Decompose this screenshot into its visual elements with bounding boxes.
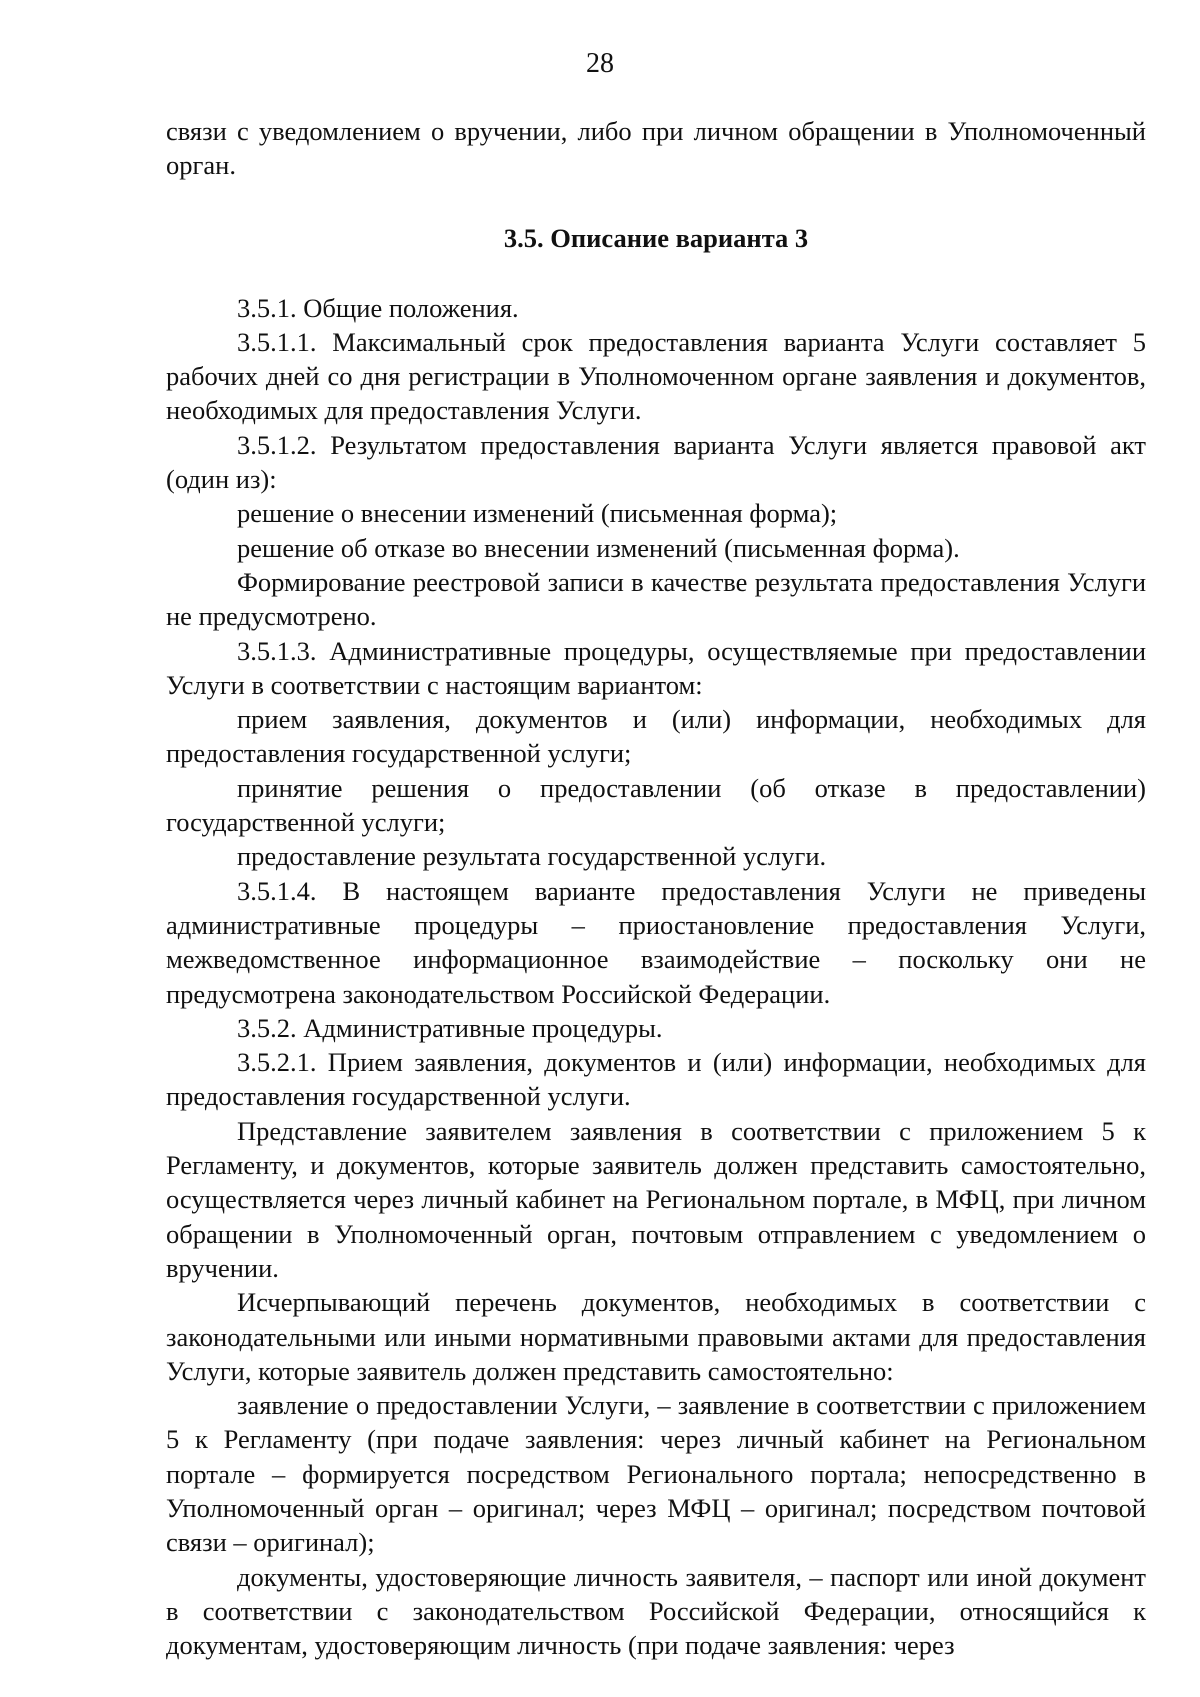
paragraph: 3.5.1. Общие положения. <box>237 292 519 323</box>
continuation-paragraph: связи с уведомлением о вручении, либо при личном обращении в Уполномоченный орган. <box>166 116 1146 181</box>
paragraph: Представление заявителем заявления в соответствии с приложением 5 к Регламенту, и документов, которые заявитель должен представить самостоятельно, осуществляется через личный кабинет на Региональном портале, в МФЦ, при личном обращении в Уполномоченный орган, почтовым отправлением с уведомлением о вручении. <box>166 1115 1146 1283</box>
list-item: решение об отказе во внесении изменений (письменная форма). <box>237 532 960 563</box>
paragraph: 3.5.2. Административные процедуры. <box>237 1012 663 1043</box>
paragraph: 3.5.1.1. Максимальный срок предоставления варианта Услуги составляет 5 рабочих дней со дня регистрации в Уполномоченном органе заявления и документов, необходимых для предоставления Услуги. <box>166 326 1146 426</box>
list-item: прием заявления, документов и (или) информации, необходимых для предоставления государственной услуги; <box>166 704 1146 769</box>
document-body <box>166 114 1146 1662</box>
list-item: документы, удостоверяющие личность заявителя, – паспорт или иной документ в соответствии с законодательством Российской Федерации, относящийся к документам, удостоверяющим личность (при подаче заявления: через <box>166 1561 1146 1661</box>
list-item: заявление о предоставлении Услуги, – заявление в соответствии с приложением 5 к Регламенту (при подаче заявления: через личный кабинет на Региональном портале – формируется посредством Регионального портала; непосредственно в Уполномоченный орган – оригинал; через МФЦ – оригинал; посредством почтовой связи – оригинал); <box>166 1390 1146 1558</box>
paragraph: 3.5.1.2. Результатом предоставления варианта Услуги является правовой акт (один из): <box>166 429 1146 495</box>
page-number: 28 <box>586 48 614 79</box>
list-item: предоставление результата государственной услуги. <box>237 841 827 872</box>
paragraph: Формирование реестровой записи в качестве результата предоставления Услуги не предусмотрено. <box>166 566 1146 632</box>
paragraph: Исчерпывающий перечень документов, необходимых в соответствии с законодательными или иными нормативными правовыми актами для предоставления Услуги, которые заявитель должен представить самостоятельно: <box>166 1287 1146 1386</box>
paragraph: 3.5.1.3. Административные процедуры, осуществляемые при предоставлении Услуги в соответствии с настоящим вариантом: <box>166 635 1146 700</box>
list-item: принятие решения о предоставлении (об отказе в предоставлении) государственной услуги; <box>166 772 1146 838</box>
paragraph: 3.5.1.4. В настоящем варианте предоставления Услуги не приведены административные процедуры – приостановление предоставления Услуги, межведомственное информационное взаимодействие – поскольку они не предусмотрена законодательством Российской Федерации. <box>166 875 1146 1009</box>
paragraph: 3.5.2.1. Прием заявления, документов и (или) информации, необходимых для предоставления государственной услуги. <box>166 1047 1146 1112</box>
section-title: 3.5. Описание варианта 3 <box>503 222 809 253</box>
list-item: решение о внесении изменений (письменная форма); <box>237 498 838 529</box>
